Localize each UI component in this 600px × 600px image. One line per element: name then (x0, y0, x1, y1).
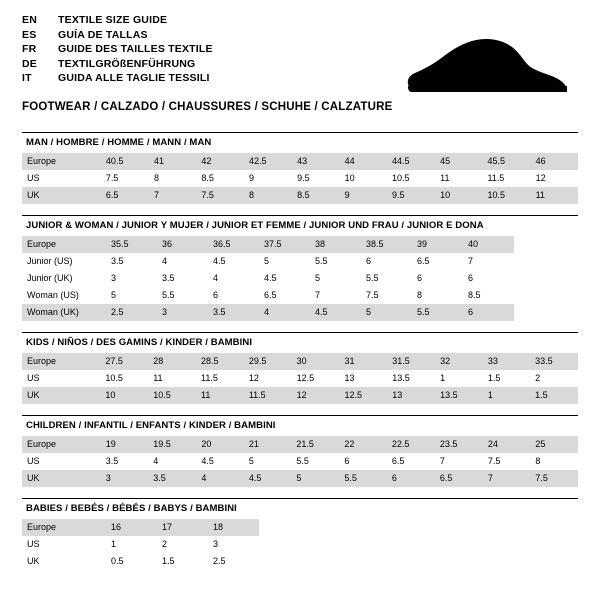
size-table-man (22, 153, 578, 204)
row-label: Woman (UK) (22, 304, 106, 321)
size-cell: 19 (101, 436, 149, 453)
language-row (22, 29, 213, 44)
size-cell: 8 (535, 456, 541, 466)
size-cell: 10.5 (105, 373, 123, 383)
size-cell: 4 (153, 456, 159, 466)
size-cell: 13.5 (435, 387, 483, 404)
table-row (22, 453, 578, 470)
size-cell: 4 (196, 470, 244, 487)
size-cell: 2.5 (213, 556, 226, 566)
size-cell: 0.5 (111, 556, 124, 566)
table-row (22, 387, 578, 404)
size-cell: 5.5 (162, 290, 175, 300)
size-cell: 11.5 (244, 387, 292, 404)
language-title-list (22, 14, 213, 87)
table-row (22, 536, 259, 553)
size-cell: 6.5 (101, 187, 149, 204)
size-cell: 36.5 (208, 236, 259, 253)
size-cell: 9.5 (387, 187, 435, 204)
size-blocks (22, 132, 578, 570)
size-cell: 4 (259, 304, 310, 321)
block-title: CHILDREN / INFANTIL / ENFANTS / KINDER / BAMBINI (22, 415, 578, 436)
size-cell: 45.5 (482, 153, 530, 170)
size-cell: 6 (417, 273, 423, 283)
block-title: JUNIOR & WOMAN / JUNIOR Y MUJER / JUNIOR ET FEMME / JUNIOR UND FRAU / JUNIOR E DONA (22, 215, 578, 236)
size-cell: 7 (439, 456, 445, 466)
size-cell: 3.5 (148, 470, 196, 487)
size-cell: 2 (535, 373, 541, 383)
size-block-man (22, 132, 578, 204)
size-cell: 32 (435, 353, 483, 370)
size-cell: 37.5 (259, 236, 310, 253)
size-cell: 3 (213, 539, 219, 549)
table-row (22, 353, 578, 370)
row-label: Europe (22, 236, 106, 253)
size-cell: 7.5 (196, 187, 244, 204)
table-row (22, 270, 514, 287)
size-cell: 11 (531, 187, 578, 204)
size-cell: 29.5 (244, 353, 292, 370)
size-cell: 12 (535, 173, 546, 183)
size-table-kids (22, 353, 578, 404)
document-header (22, 14, 578, 113)
size-cell: 17 (157, 519, 208, 536)
size-cell: 3.5 (105, 456, 119, 466)
size-cell: 11 (196, 387, 244, 404)
language-row (22, 72, 213, 87)
row-label: Europe (22, 353, 100, 370)
row-label: Junior (UK) (27, 273, 73, 283)
size-cell: 3.5 (162, 273, 175, 283)
size-cell: 10.5 (482, 187, 530, 204)
size-cell: 5 (111, 290, 117, 300)
size-cell: 4 (213, 273, 219, 283)
size-cell: 10.5 (392, 173, 410, 183)
size-cell: 5 (264, 256, 270, 266)
size-cell: 10 (344, 173, 355, 183)
size-cell: 5.5 (366, 273, 379, 283)
language-title: TEXTILE SIZE GUIDE (58, 14, 168, 26)
size-cell: 5 (361, 304, 412, 321)
size-cell: 1 (483, 387, 530, 404)
size-cell: 11 (440, 173, 450, 183)
table-row (22, 470, 578, 487)
size-cell: 21.5 (291, 436, 339, 453)
size-cell: 10 (435, 187, 482, 204)
size-cell: 3.5 (111, 256, 124, 266)
size-cell: 7.5 (487, 456, 501, 466)
row-label: Europe (22, 436, 101, 453)
table-row (22, 170, 578, 187)
size-cell: 5 (248, 456, 254, 466)
table-row (22, 187, 578, 204)
size-cell: 13.5 (392, 373, 410, 383)
size-cell: 33.5 (530, 353, 578, 370)
size-cell: 4.5 (310, 304, 361, 321)
size-cell: 6.5 (417, 256, 430, 266)
size-cell: 6 (213, 290, 219, 300)
size-cell: 10 (100, 387, 148, 404)
block-title: KIDS / NIÑOS / DES GAMINS / KINDER / BAMBINI (22, 332, 578, 353)
size-cell: 6.5 (391, 456, 405, 466)
size-cell: 6.5 (435, 470, 483, 487)
size-cell: 12 (292, 387, 340, 404)
size-cell: 5.5 (296, 456, 309, 466)
size-cell: 5.5 (315, 256, 328, 266)
size-cell: 38 (310, 236, 361, 253)
size-cell: 4 (162, 256, 168, 266)
size-cell: 7 (468, 256, 474, 266)
size-cell: 24 (483, 436, 531, 453)
size-cell: 35.5 (106, 236, 157, 253)
size-cell: 7.5 (366, 290, 379, 300)
size-cell: 8.5 (292, 187, 340, 204)
size-cell: 33 (483, 353, 530, 370)
size-cell: 5 (315, 273, 321, 283)
size-cell: 3 (111, 273, 117, 283)
size-cell: 21 (244, 436, 292, 453)
size-cell: 3.5 (208, 304, 259, 321)
size-cell: 6 (463, 304, 514, 321)
size-cell: 1.5 (487, 373, 501, 383)
table-row (22, 253, 514, 270)
row-label: US (27, 539, 40, 549)
row-label: Europe (22, 153, 101, 170)
size-cell: 1.5 (162, 556, 175, 566)
size-cell: 7 (315, 290, 321, 300)
size-cell: 44.5 (387, 153, 435, 170)
size-cell: 6 (468, 273, 474, 283)
size-cell: 8 (154, 173, 160, 183)
language-code: FR (22, 43, 37, 56)
size-cell: 12.5 (339, 387, 387, 404)
block-title: MAN / HOMBRE / HOMME / MANN / MAN (22, 132, 578, 153)
size-cell: 2.5 (106, 304, 157, 321)
size-cell: 40 (463, 236, 514, 253)
size-cell: 9.5 (297, 173, 310, 183)
category-title: FOOTWEAR / CALZADO / CHAUSSURES / SCHUHE / CALZATURE (22, 100, 393, 113)
size-cell: 16 (106, 519, 157, 536)
table-row (22, 436, 578, 453)
size-cell: 41 (149, 153, 196, 170)
size-block-babies (22, 498, 578, 570)
size-block-junior-woman (22, 215, 578, 321)
language-title: GUIDE DES TAILLES TEXTILE (58, 43, 213, 56)
size-cell: 13 (387, 387, 435, 404)
size-cell: 18 (208, 519, 259, 536)
row-label: US (27, 373, 40, 383)
size-cell: 5 (291, 470, 339, 487)
size-cell: 6 (366, 256, 372, 266)
size-cell: 28 (148, 353, 196, 370)
size-cell: 3 (101, 470, 149, 487)
size-cell: 7 (483, 470, 531, 487)
size-cell: 4.5 (264, 273, 277, 283)
row-label: US (27, 173, 40, 183)
size-table-babies (22, 519, 259, 570)
size-cell: 10.5 (148, 387, 196, 404)
size-cell: 1 (111, 539, 117, 549)
size-cell: 31.5 (387, 353, 435, 370)
table-row (22, 553, 259, 570)
dress-shoe-icon (372, 34, 572, 106)
size-cell: 27.5 (100, 353, 148, 370)
size-cell: 4.5 (213, 256, 226, 266)
size-cell: 3 (157, 304, 208, 321)
language-row (22, 43, 213, 58)
table-row (22, 370, 578, 387)
size-cell: 9 (248, 173, 254, 183)
language-code: EN (22, 14, 37, 26)
size-table-junior-woman (22, 236, 514, 321)
language-row (22, 14, 213, 29)
size-cell: 11.5 (201, 373, 218, 383)
size-cell: 46 (531, 153, 578, 170)
size-cell: 19.5 (148, 436, 196, 453)
size-cell: 5.5 (339, 470, 387, 487)
size-cell: 45 (435, 153, 482, 170)
size-cell: 44 (340, 153, 387, 170)
row-label: UK (22, 187, 101, 204)
size-cell: 6 (344, 456, 350, 466)
size-cell: 13 (344, 373, 355, 383)
size-block-kids (22, 332, 578, 404)
size-cell: 4.5 (244, 470, 292, 487)
size-cell: 23.5 (435, 436, 483, 453)
size-cell: 30 (292, 353, 340, 370)
size-cell: 22 (339, 436, 387, 453)
row-label: US (27, 456, 40, 466)
size-cell: 39 (412, 236, 463, 253)
table-row (22, 236, 514, 253)
size-cell: 42.5 (244, 153, 292, 170)
table-row (22, 153, 578, 170)
size-cell: 12 (248, 373, 259, 383)
block-title: BABIES / BEBÉS / BÉBÉS / BABYS / BAMBINI (22, 498, 578, 519)
size-cell: 28.5 (196, 353, 244, 370)
size-cell: 7 (149, 187, 196, 204)
size-table-children (22, 436, 578, 487)
size-cell: 12.5 (296, 373, 315, 383)
language-row (22, 58, 213, 73)
size-cell: 4.5 (201, 456, 214, 466)
size-cell: 11 (153, 373, 163, 383)
row-label: Junior (US) (27, 256, 73, 266)
size-cell: 42 (196, 153, 244, 170)
size-cell: 8.5 (201, 173, 214, 183)
size-cell: 40.5 (101, 153, 149, 170)
size-cell: 2 (162, 539, 168, 549)
size-cell: 6 (387, 470, 435, 487)
size-cell: 8 (244, 187, 292, 204)
row-label: UK (22, 387, 100, 404)
language-code: IT (22, 72, 32, 85)
size-cell: 9 (340, 187, 387, 204)
size-cell: 1.5 (530, 387, 578, 404)
size-cell: 7.5 (105, 173, 119, 183)
size-cell: 6.5 (264, 290, 277, 300)
size-cell: 22.5 (387, 436, 435, 453)
size-cell: 36 (157, 236, 208, 253)
language-title: GUÍA DE TALLAS (58, 28, 148, 41)
row-label: Woman (US) (27, 290, 79, 300)
language-title: TEXTILGRÖßENFÜHRUNG (58, 57, 196, 70)
size-cell: 20 (196, 436, 244, 453)
size-cell: 43 (292, 153, 340, 170)
language-title: GUIDA ALLE TAGLIE TESSILI (58, 72, 210, 85)
language-code: DE (22, 57, 37, 70)
size-cell: 25 (530, 436, 578, 453)
size-cell: 8.5 (468, 290, 481, 300)
size-cell: 1 (440, 373, 446, 383)
size-cell: 7.5 (530, 470, 578, 487)
size-cell: 5.5 (412, 304, 463, 321)
language-code: ES (22, 28, 37, 41)
row-label: UK (27, 556, 40, 566)
size-cell: 38.5 (361, 236, 412, 253)
size-block-children (22, 415, 578, 487)
table-row (22, 519, 259, 536)
row-label: Europe (22, 519, 106, 536)
size-cell: 8 (417, 290, 423, 300)
table-row (22, 304, 514, 321)
table-row (22, 287, 514, 304)
size-cell: 11.5 (487, 173, 505, 183)
size-cell: 31 (339, 353, 387, 370)
row-label: UK (22, 470, 101, 487)
